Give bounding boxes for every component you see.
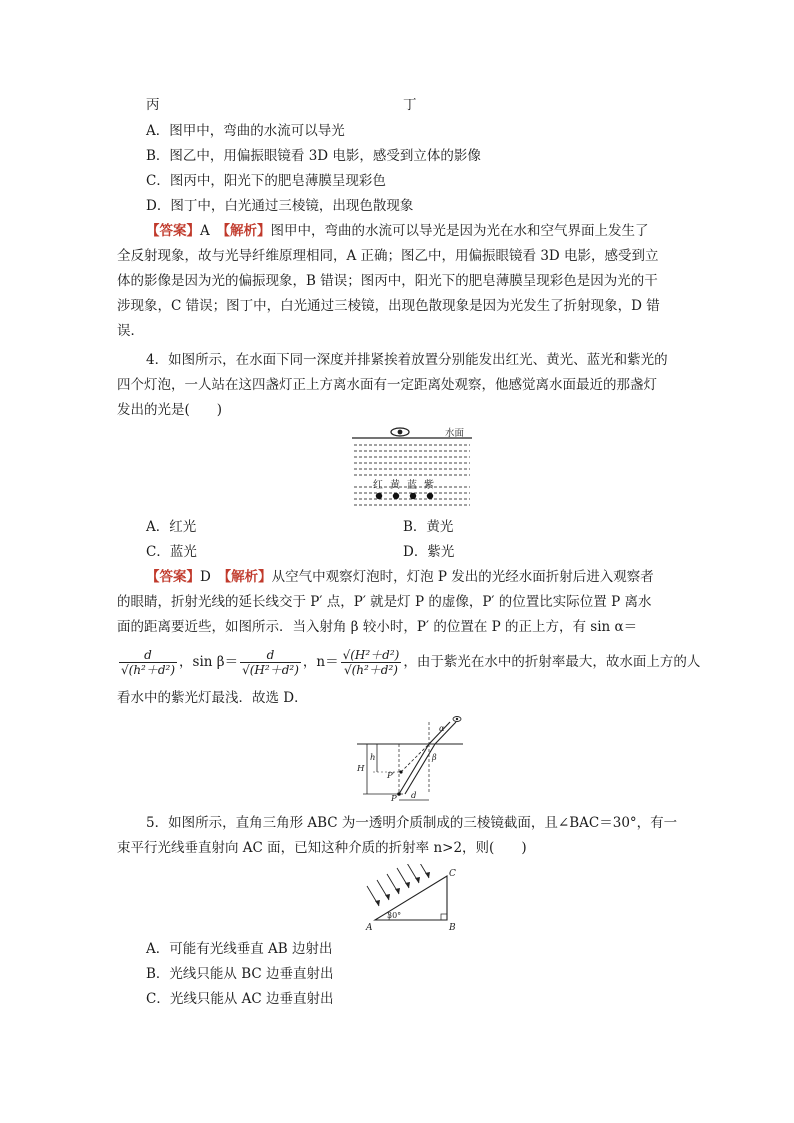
- q3-analysis-line: 图甲中，弯曲的水流可以导光是因为光在水和空气界面上发生了: [270, 223, 649, 239]
- analysis-tag: 【解析】: [223, 223, 271, 239]
- q4-formula-line: $\frac{d}{\text{√(h²＋d²)}}$ ，sin β＝ $\frac{d}{\text{√(H²＋d²)}}$ ，n＝ $\frac{\text{√(H²＋d²)}}{\text{√(h²＋d²)}}$ ，由于紫光在水中的折射率最大，故水面上方的人: [121, 648, 701, 677]
- bulb-purple: [427, 493, 433, 499]
- label-C: C: [449, 869, 456, 879]
- bulb-point: [397, 792, 401, 796]
- q4-analysis-line: 从空气中观察灯泡时，灯泡 P 发出的光经水面折射后进入观察者: [271, 569, 654, 585]
- q5-option-c: C．光线只能从 AC 边垂直射出: [146, 991, 334, 1007]
- q4-answer-line: [146, 567, 654, 587]
- q4-stem-line: 发出的光是( ): [117, 402, 223, 418]
- q4-option-b: B．黄光: [403, 519, 454, 535]
- q3-option-c: C．图丙中，阳光下的肥皂薄膜呈现彩色: [146, 173, 386, 189]
- q3-analysis-line: 涉现象，C 错误；图丁中，白光通过三棱镜，出现色散现象是因为光发生了折射现象，D 错: [117, 298, 660, 314]
- label-B: B: [449, 923, 456, 932]
- q4-stem-line: 四个灯泡，一人站在这四盏灯正上方离水面有一定距离处观察，他感觉离水面最近的那盏灯: [117, 377, 657, 393]
- q5-prism-figure: [363, 864, 463, 932]
- q4-refraction-diagram: [355, 714, 465, 804]
- q4-option-c: C．蓝光: [146, 544, 197, 560]
- fraction-sin-beta: $\frac{d}{\text{√(H²＋d²)}}$: [242, 648, 299, 677]
- q5-stem-line: 束平行光线垂直射向 AC 面，已知这种介质的折射率 n>2，则( ): [117, 840, 527, 856]
- q3-option-d: D．图丁中，白光通过三棱镜，出现色散现象: [146, 198, 414, 214]
- q5-stem-line: 5．如图所示，直角三角形 ABC 为一透明介质制成的三棱镜截面，且∠BAC＝30°，有一: [146, 815, 678, 831]
- label-alpha: α: [439, 724, 445, 733]
- q3-answer-line: [146, 221, 649, 241]
- q4-analysis-line: 面的距离要近些，如图所示．当入射角 β 较小时，P′ 的位置在 P 的正上方，有 sin α＝: [117, 619, 638, 635]
- q3-option-a: A．图甲中，弯曲的水流可以导光: [146, 123, 345, 139]
- q3-answer: A: [200, 223, 210, 239]
- figure-label-bing: 丙: [146, 97, 160, 113]
- q4-option-d: D．紫光: [403, 544, 455, 560]
- bulb-red: [376, 493, 382, 499]
- answer-tag: 【答案】: [146, 223, 200, 239]
- fraction-index-n: $\frac{\text{√(H²＋d²)}}{\text{√(h²＋d²)}}$: [342, 648, 400, 677]
- bulb-label-blue: 蓝: [407, 480, 417, 491]
- label-P: P: [391, 794, 397, 804]
- answer-tag: 【答案】: [146, 569, 200, 585]
- q4-stem-line: 4．如图所示，在水面下同一深度并排紧挨着放置分别能发出红光、黄光、蓝光和紫光的: [146, 352, 668, 368]
- label-H: H: [357, 764, 365, 774]
- q3-analysis-line: 全反射现象，故与光导纤维原理相同，A 正确；图乙中，用偏振眼镜看 3D 电影，感受到立: [117, 248, 659, 264]
- virtual-image-point: [399, 770, 402, 773]
- q4-answer: D: [200, 569, 211, 585]
- eye-icon: [391, 428, 409, 436]
- label-P-prime: P′: [387, 771, 395, 781]
- bulb-label-yellow: 黄: [390, 480, 400, 491]
- bulb-yellow: [393, 493, 399, 499]
- label-h: h: [370, 753, 376, 763]
- q3-analysis-line: 体的影像是因为光的偏振现象，B 错误；图丙中，阳光下的肥皂薄膜呈现彩色是因为光的干: [117, 273, 658, 289]
- q4-water-figure: [350, 424, 475, 508]
- incident-ray: [399, 744, 429, 794]
- bulb-label-red: 红: [373, 480, 383, 491]
- q4-option-a: A．红光: [146, 519, 197, 535]
- bulb-blue: [410, 493, 416, 499]
- bulb-label-purple: 紫: [424, 480, 434, 491]
- q3-analysis-line: 误．: [117, 323, 144, 339]
- q3-option-b: B．图乙中，用偏振眼镜看 3D 电影，感受到立体的影像: [146, 148, 481, 164]
- label-angle: 30°: [387, 911, 402, 920]
- label-d: d: [411, 791, 417, 801]
- water-surface-label: 水面: [445, 428, 465, 439]
- q4-analysis-last: 看水中的紫光灯最浅．故选 D．: [117, 690, 308, 706]
- prism-triangle: [375, 876, 447, 920]
- right-angle-mark: [441, 914, 447, 920]
- q5-option-a: A．可能有光线垂直 AB 边射出: [146, 941, 333, 957]
- label-beta: β: [432, 753, 437, 762]
- eye-icon: [453, 717, 461, 722]
- analysis-tag: 【解析】: [224, 569, 272, 585]
- figure-label-ding: 丁: [403, 97, 417, 113]
- label-A: A: [366, 923, 373, 932]
- q4-analysis-line: 的眼睛，折射光线的延长线交于 P′ 点，P′ 就是灯 P 的虚像，P′ 的位置比实际位置 P 离水: [117, 594, 652, 610]
- q5-option-b: B．光线只能从 BC 边垂直射出: [146, 966, 334, 982]
- incident-rays: [367, 864, 429, 906]
- fraction-sin-alpha: $\frac{d}{\text{√(h²＋d²)}}$: [121, 648, 176, 677]
